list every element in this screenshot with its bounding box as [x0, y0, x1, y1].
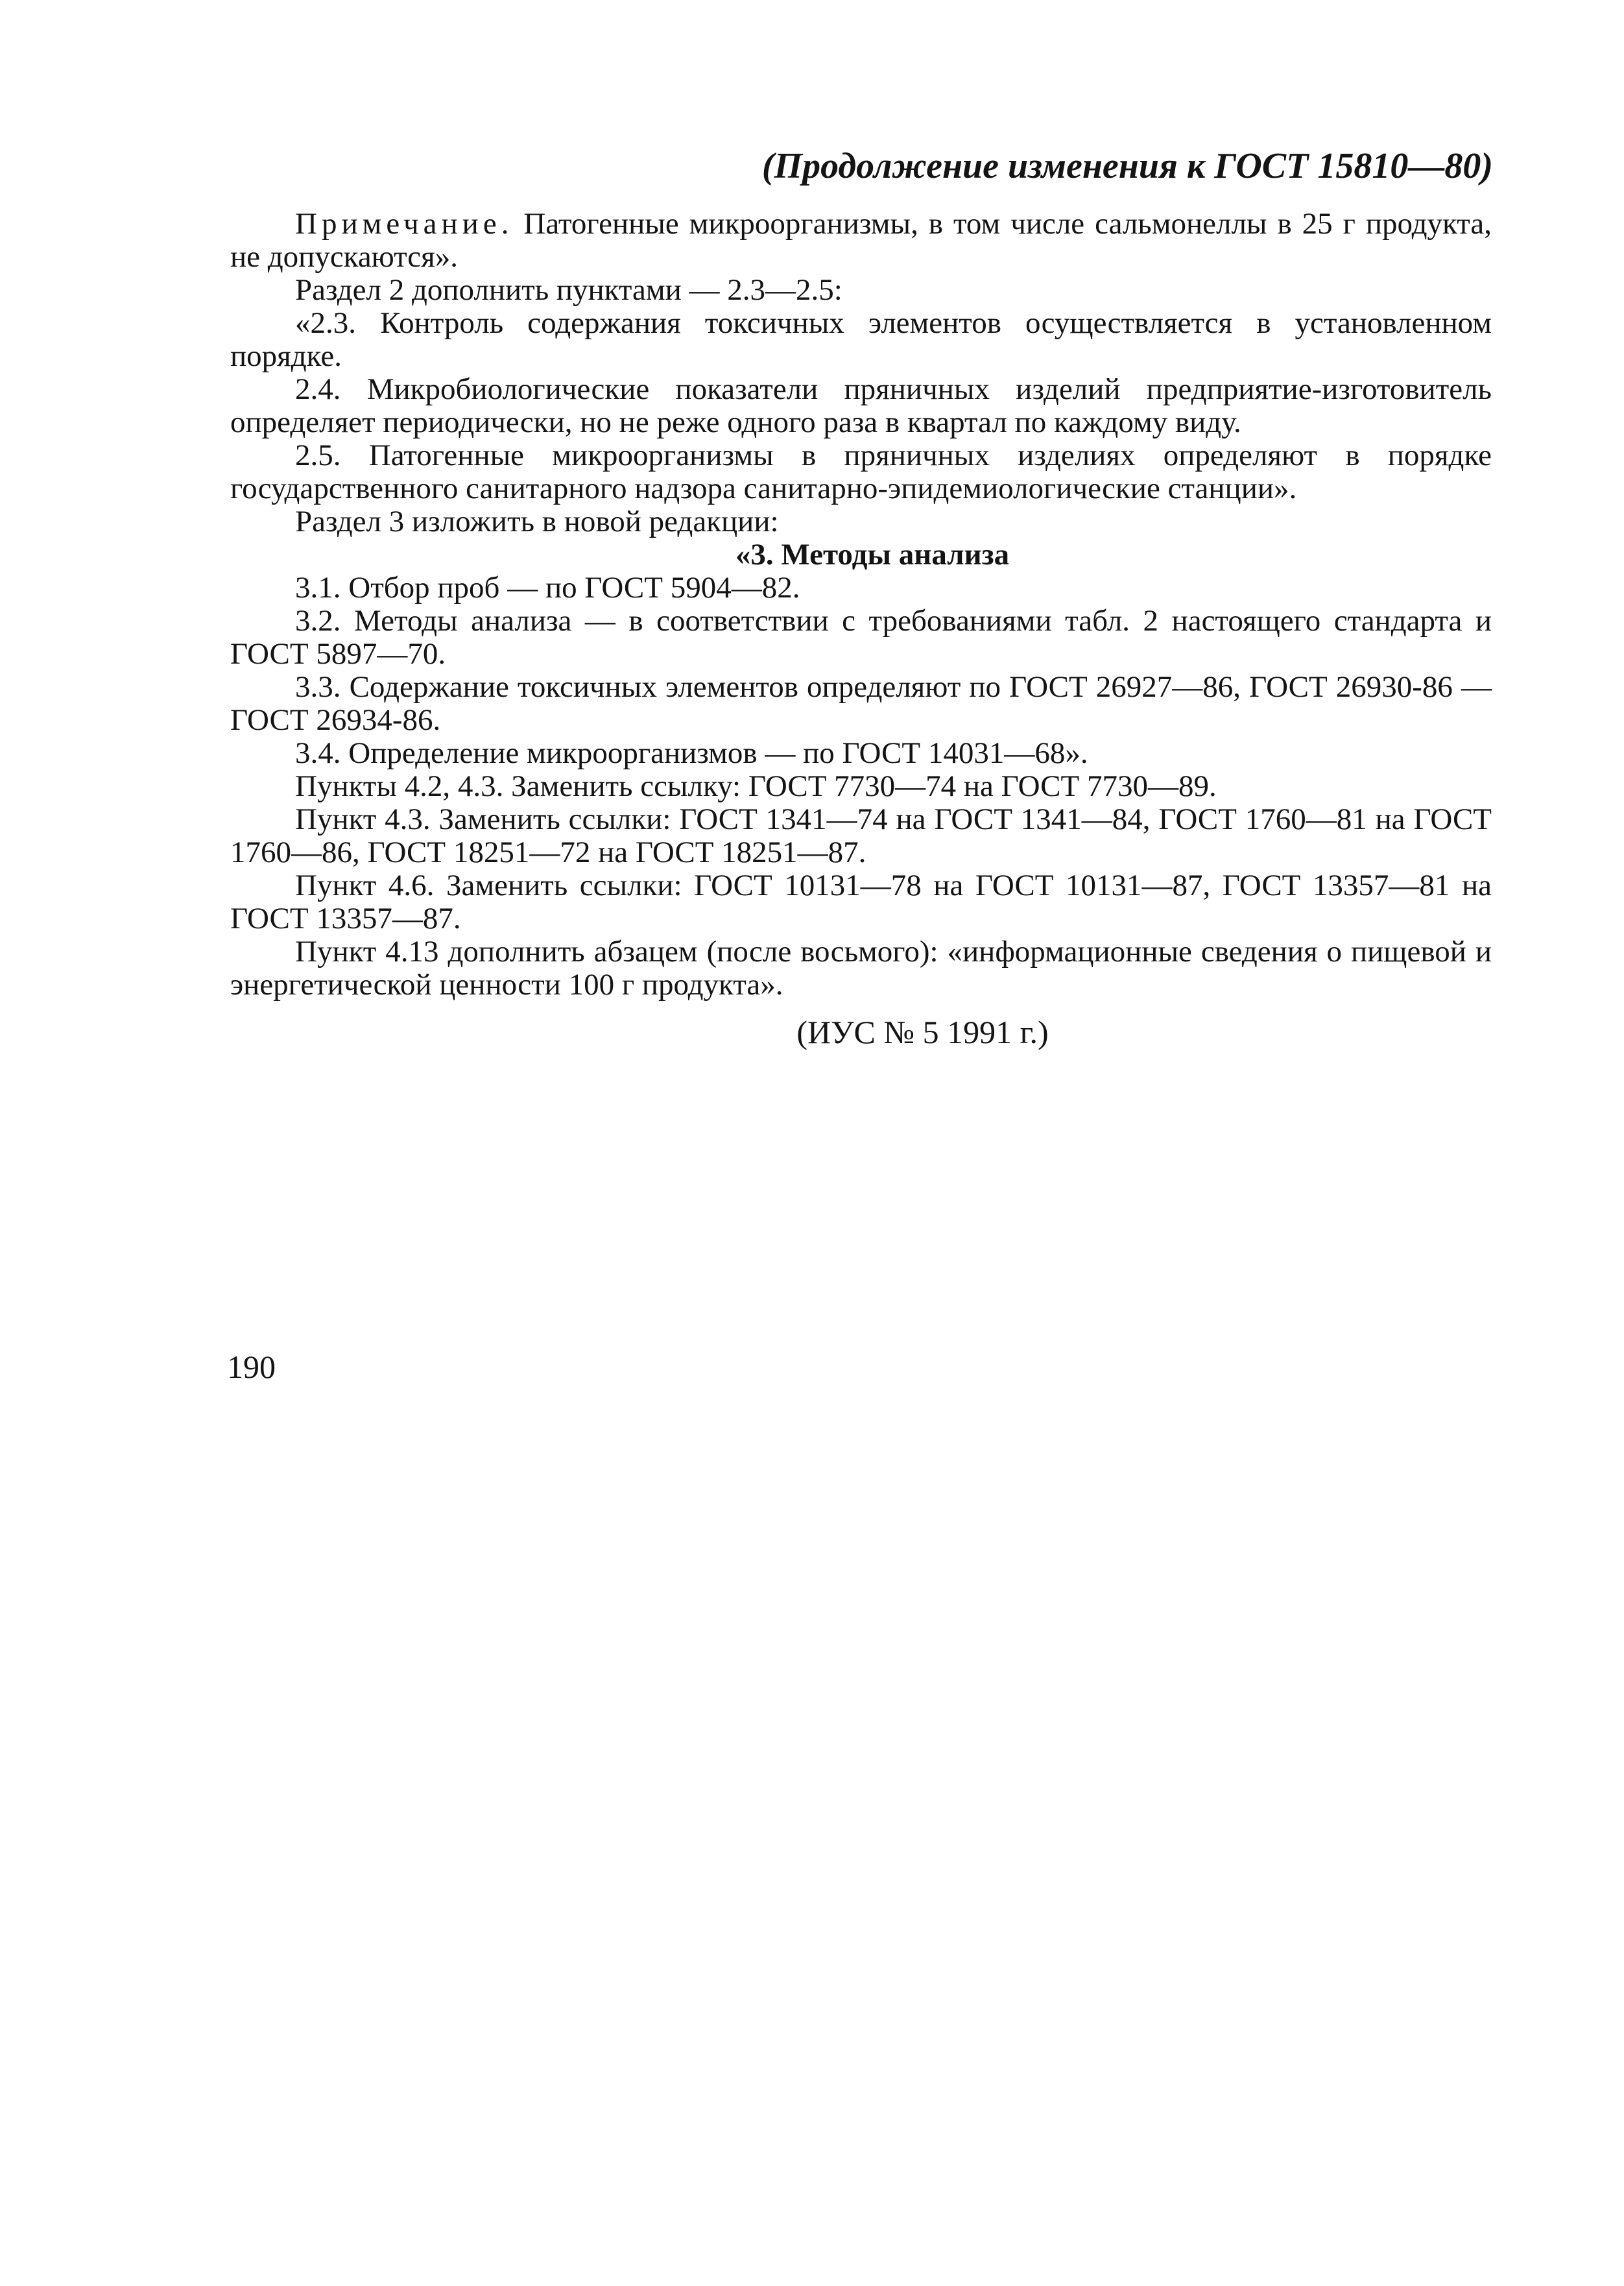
paragraph-section-2-intro: Раздел 2 дополнить пунктами — 2.3—2.5:: [295, 273, 842, 307]
paragraph-3-1: 3.1. Отбор проб — по ГОСТ 5904—82.: [295, 571, 800, 605]
paragraph-items-4-2-4-3: Пункты 4.2, 4.3. Заменить ссылку: ГОСТ 7730—74 на ГОСТ 7730—89.: [295, 769, 1217, 803]
paragraph-section-3-intro: Раздел 3 изложить в новой редакции:: [295, 505, 779, 538]
paragraph-3-4: 3.4. Определение микроорганизмов — по ГОСТ 14031—68».: [295, 736, 1088, 770]
paragraph-3-2: 3.2. Методы анализа — в соответствии с требованиями табл. 2 настоящего стандарта и ГОСТ 5897—70.: [230, 604, 1492, 671]
paragraph-item-4-3: Пункт 4.3. Заменить ссылки: ГОСТ 1341—74 на ГОСТ 1341—84, ГОСТ 1760—81 на ГОСТ 1760—86, ГОСТ 18251—72 на ГОСТ 18251—87.: [230, 802, 1492, 869]
paragraph-3-3: 3.3. Содержание токсичных элементов определяют по ГОСТ 26927—86, ГОСТ 26930-86 — ГОСТ 26934-86.: [230, 670, 1492, 737]
note-text: Патогенные микроорганизмы, в том числе сальмонеллы в 25 г продукта, не допускаются».: [230, 207, 1492, 274]
note-label: Примечание.: [295, 207, 514, 241]
paragraph-2-3: «2.3. Контроль содержания токсичных элементов осуществляется в установленном порядке.: [230, 306, 1492, 373]
paragraph-2-4: 2.4. Микробиологические показатели пряничных изделий предприятие-изготовитель определяет периодически, но не реже одного раза в квартал по каждому виду.: [230, 372, 1492, 439]
citation: (ИУС № 5 1991 г.): [796, 1014, 1049, 1050]
page-number: 190: [227, 1349, 276, 1385]
document-body: [230, 208, 1492, 1049]
paragraph-item-4-13: Пункт 4.13 дополнить абзацем (после восьмого): «информационные сведения о пищевой и энергетической ценности 100 г продукта».: [230, 935, 1492, 1002]
paragraph-item-4-6: Пункт 4.6. Заменить ссылки: ГОСТ 10131—78 на ГОСТ 10131—87, ГОСТ 13357—81 на ГОСТ 13357—87.: [230, 869, 1492, 935]
paragraph-2-5: 2.5. Патогенные микроорганизмы в пряничных изделиях определяют в порядке государственного санитарного надзора санитарно-эпидемиологические станции».: [230, 439, 1492, 505]
running-header: (Продолжение изменения к ГОСТ 15810—80): [761, 146, 1493, 186]
note-paragraph: [230, 208, 1492, 274]
section-title: «3. Методы анализа: [735, 538, 1010, 572]
